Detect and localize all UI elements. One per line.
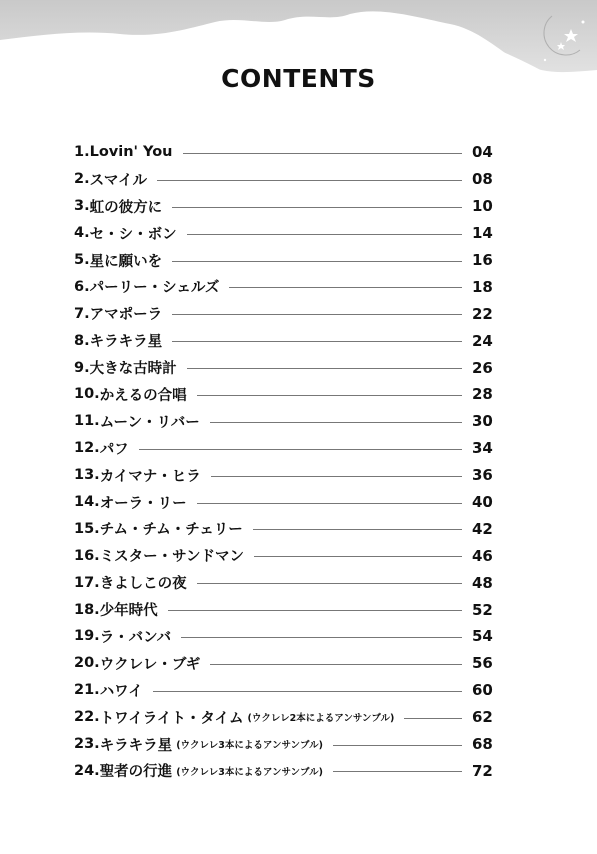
entry-title: パフ [99,441,129,458]
toc-entry [74,489,492,516]
entry-number: 13. [74,467,100,484]
entry-page-number: 48 [472,573,493,592]
entry-number: 23. [74,736,100,753]
entry-number: 4. [74,225,90,242]
entry-number: 2. [74,171,90,188]
toc-entry [74,731,492,758]
entry-page-number: 68 [472,735,493,754]
entry-page-number: 56 [472,654,493,673]
entry-page-number: 46 [472,546,493,565]
entry-subtitle: (ウクレレ3本によるアンサンブル) [176,740,324,752]
toc-entry [74,623,492,650]
entry-page-number: 72 [472,761,493,780]
entry-number: 8. [74,332,90,349]
entry-page-number: 24 [472,331,493,350]
leader-line [229,287,462,288]
toc-entry [74,247,492,274]
entry-title: 聖者の行進 [99,764,173,781]
entry-number: 24. [74,762,100,779]
entry-title: キラキラ星 [99,737,173,754]
leader-line [153,691,462,692]
toc-entry [74,408,492,435]
leader-line [157,180,462,181]
entry-number: 3. [74,198,90,215]
toc-entry [74,300,492,327]
entry-title: かえるの合唱 [99,387,187,404]
entry-title: アマポーラ [89,307,163,324]
toc-entry [74,435,492,462]
leader-line [172,341,462,342]
leader-line [172,314,462,315]
entry-title: カイマナ・ヒラ [99,468,201,485]
entry-page-number: 16 [472,251,493,269]
toc-entry [74,704,492,731]
entry-number: 19. [74,628,100,645]
toc-entry [74,381,492,408]
entry-page-number: 34 [472,439,493,458]
entry-page-number: 26 [472,358,493,377]
entry-title: スマイル [89,172,148,189]
entry-number: 12. [74,440,100,457]
leader-line [172,207,462,208]
leader-line [172,261,462,262]
entry-number: 6. [74,278,90,295]
leader-line [210,422,462,423]
entry-number: 17. [74,574,100,591]
leader-line [254,556,462,557]
toc-entry [74,650,492,677]
leader-line [139,449,462,450]
leader-line [197,583,462,584]
leader-line [333,745,462,746]
toc-entry [74,327,492,354]
leader-line [253,529,462,530]
entry-page-number: 60 [472,681,493,700]
entry-page-number: 62 [472,708,493,727]
entry-number: 15. [74,520,100,537]
toc-entry [74,273,492,300]
entry-title: ハワイ [99,683,143,700]
entry-number: 9. [74,359,90,376]
entry-title: 少年時代 [99,603,158,620]
entry-number: 14. [74,494,100,511]
toc-entry [74,542,492,569]
entry-page-number: 18 [472,277,493,296]
entry-number: 7. [74,305,90,322]
leader-line [210,664,462,665]
leader-line [187,368,462,369]
entry-title: ムーン・リバー [99,414,200,431]
entry-page-number: 52 [472,600,493,619]
entry-title: ラ・バンバ [99,629,172,646]
entry-number: 20. [74,655,100,672]
table-of-contents [74,139,492,784]
entry-page-number: 40 [472,493,493,512]
leader-line [197,395,462,396]
entry-number: 22. [74,709,100,726]
entry-title: きよしこの夜 [99,576,187,593]
entry-page-number: 28 [472,385,493,404]
leader-line [187,234,462,235]
entry-number: 18. [74,601,100,618]
entry-title: 虹の彼方に [89,199,163,216]
leader-line [211,476,462,477]
toc-entry [74,462,492,489]
entry-title: キラキラ星 [89,334,163,351]
entry-number: 16. [74,547,100,564]
toc-entry [74,220,492,247]
entry-number: 21. [74,682,100,699]
entry-page-number: 42 [472,519,493,538]
entry-title: チム・チム・チェリー [99,522,243,539]
toc-entry [74,193,492,220]
toc-entry [74,515,492,542]
toc-entry [74,596,492,623]
leader-line [181,637,462,638]
entry-title: 星に願いを [89,253,163,270]
entry-title: パーリー・シェルズ [89,280,220,297]
entry-number: 5. [74,252,90,268]
entry-title: オーラ・リー [99,495,187,512]
leader-line [183,153,463,154]
entry-page-number: 10 [472,197,493,216]
leader-line [404,718,462,719]
leader-line [197,503,462,504]
entry-page-number: 36 [472,466,493,485]
entry-page-number: 30 [472,412,493,431]
entry-number: 1. [74,144,90,161]
entry-title: ウクレレ・ブギ [99,656,201,673]
entry-number: 10. [74,386,100,403]
toc-entry [74,757,492,784]
entry-subtitle: (ウクレレ3本によるアンサンブル) [176,766,324,778]
toc-entry [74,139,492,166]
entry-title: トワイライト・タイム [99,710,244,727]
leader-line [333,771,462,772]
toc-entry [74,166,492,193]
entry-page-number: 08 [472,170,493,189]
entry-number: 11. [74,413,100,430]
header-cloud-background [0,0,597,110]
entry-page-number: 54 [472,627,493,646]
page-title: CONTENTS [221,64,376,93]
toc-entry [74,677,492,704]
leader-line [168,610,462,611]
entry-page-number: 04 [472,143,493,162]
entry-title: ミスター・サンドマン [99,549,244,566]
toc-entry [74,354,492,381]
entry-title: Lovin' You [89,144,173,161]
toc-entry [74,569,492,596]
entry-subtitle: (ウクレレ2本によるアンサンブル) [247,713,395,725]
entry-page-number: 14 [472,224,493,243]
entry-title: 大きな古時計 [89,361,177,378]
entry-title: セ・シ・ボン [89,226,177,243]
entry-page-number: 22 [472,304,493,323]
